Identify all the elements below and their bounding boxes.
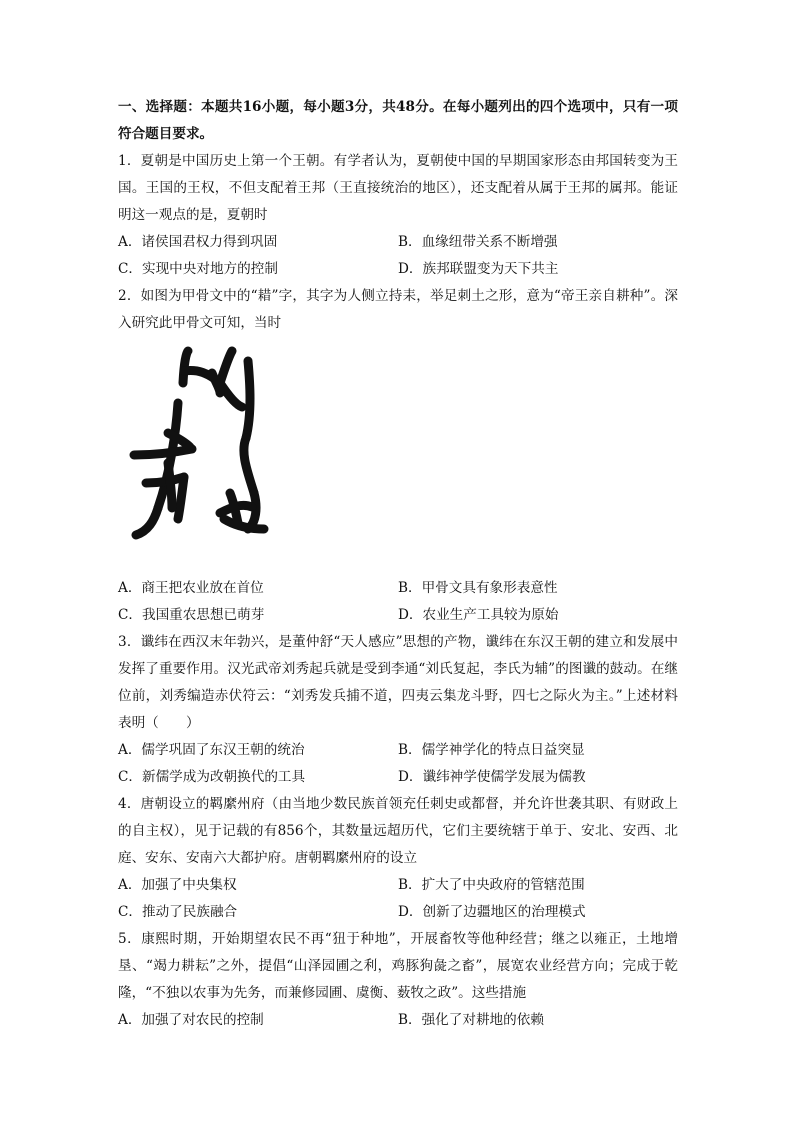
question-4-stem: 4．唐朝设立的羁縻州府（由当地少数民族首领充任刺史或都督，并允许世袭其职、有财政上的自主权），见于记载的有856个，其数量远超历代，它们主要统辖于单于、安北、安西、北庭、安东、安南六大都护府。唐朝羁縻州府的设立 — [118, 796, 678, 866]
question-2-option-a: A．商王把农业放在首位 — [118, 580, 264, 596]
question-1-option-c: C．实现中央对地方的控制 — [118, 261, 278, 277]
question-3-option-b: B．儒学神学化的特点日益突显 — [398, 742, 585, 758]
question-4-option-a: A．加强了中央集权 — [118, 877, 237, 893]
question-2-options — [118, 575, 678, 629]
question-2-stem: 2．如图为甲骨文中的“耤”字，其字为人侧立持耒，举足刺土之形，意为“帝王亲自耕种”。深入研究此甲骨文可知，当时 — [118, 288, 678, 331]
question-4-option-d: D．创新了边疆地区的治理模式 — [398, 904, 586, 920]
question-5-option-b: B．强化了对耕地的依赖 — [398, 1012, 544, 1028]
question-4-options — [118, 872, 678, 926]
question-2-option-d: D．农业生产工具较为原始 — [398, 607, 559, 623]
question-3-option-c: C．新儒学成为改朝换代的工具 — [118, 769, 306, 785]
question-5-options — [118, 1007, 678, 1034]
question-3-options — [118, 737, 678, 791]
question-1-options — [118, 229, 678, 283]
exam-content — [118, 94, 678, 1034]
question-1-option-d: D．族邦联盟变为天下共主 — [398, 261, 559, 277]
question-4-option-b: B．扩大了中央政府的管辖范围 — [398, 877, 585, 893]
question-3-stem: 3．谶纬在西汉末年勃兴，是董仲舒“天人感应”思想的产物，谶纬在东汉王朝的建立和发展中发挥了重要作用。汉光武帝刘秀起兵就是受到李通“刘氏复起，李氏为辅”的图谶的鼓动。在继位前，刘秀编造赤伏符云：“刘秀发兵捕不道，四夷云集龙斗野，四七之际火为主。”上述材料表明（ ） — [118, 634, 678, 731]
question-5-stem: 5．康熙时期，开始期望农民不再“狃于种地”，开展畜牧等他种经营；继之以雍正，土地增垦、“竭力耕耘”之外，提倡“山泽园圃之利，鸡豚狗彘之畜”，展宽农业经营方向；完成于乾隆，“不独以农事为先务，而兼修园圃、虞衡、薮牧之政”。这些措施 — [118, 931, 678, 1001]
question-5-option-a: A．加强了对农民的控制 — [118, 1012, 264, 1028]
oracle-bone-ji-glyph — [128, 343, 278, 553]
question-2-option-c: C．我国重农思想已萌芽 — [118, 607, 265, 623]
question-3-option-d: D．谶纬神学使儒学发展为儒教 — [398, 769, 586, 785]
question-1-stem: 1．夏朝是中国历史上第一个王朝。有学者认为，夏朝使中国的早期国家形态由邦国转变为王国。王国的王权，不但支配着王邦（王直接统治的地区），还支配着从属于王邦的属邦。能证明这一观点的是，夏朝时 — [118, 153, 678, 223]
section-title: 一、选择题：本题共16小题，每小题3分，共48分。在每小题列出的四个选项中，只有一项符合题目要求。 — [118, 99, 678, 142]
question-4-option-c: C．推动了民族融合 — [118, 904, 238, 920]
question-1-option-a: A．诸侯国君权力得到巩固 — [118, 234, 278, 250]
question-1-option-b: B．血缘纽带关系不断增强 — [398, 234, 558, 250]
oracle-bone-character-figure — [118, 337, 678, 575]
question-2-option-b: B．甲骨文具有象形表意性 — [398, 580, 558, 596]
question-3-option-a: A．儒学巩固了东汉王朝的统治 — [118, 742, 305, 758]
